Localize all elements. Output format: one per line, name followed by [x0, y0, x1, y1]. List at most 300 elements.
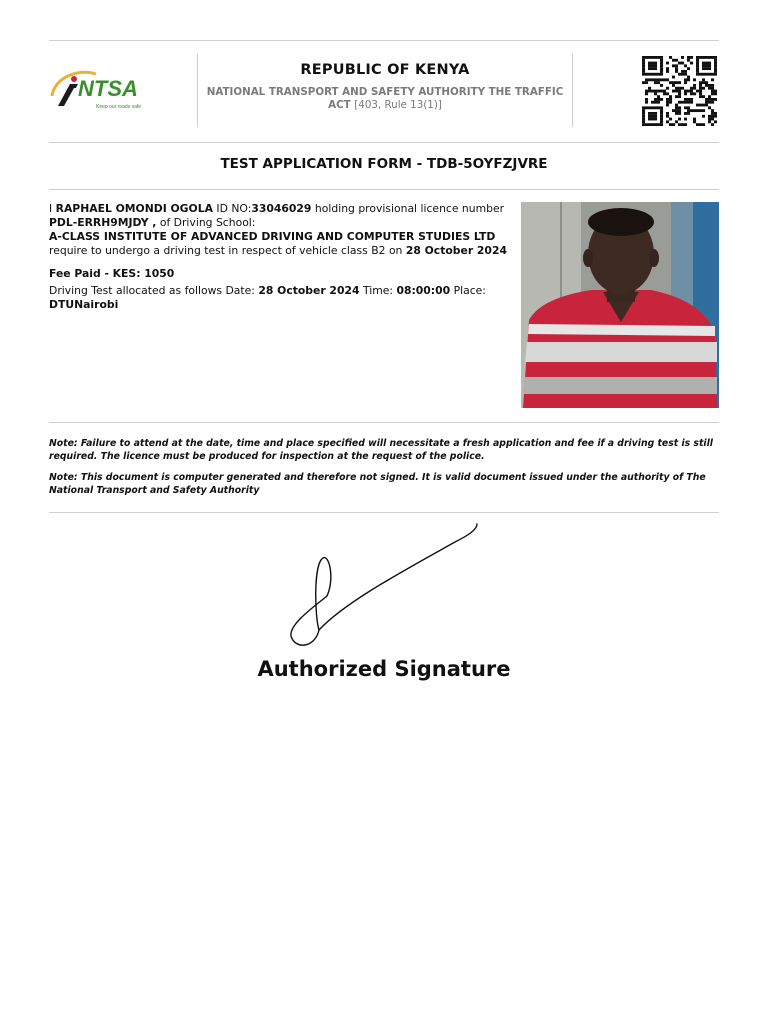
authority-subtitle: NATIONAL TRANSPORT AND SAFETY AUTHORITY THE TRAFFIC ACT [403, Rule 13(1)] [206, 86, 564, 111]
qr-module [702, 62, 705, 65]
qr-module [648, 90, 651, 93]
svg-text:NTSA: NTSA [78, 76, 138, 101]
qr-module [678, 112, 681, 115]
qr-module [645, 92, 648, 95]
qr-module [696, 67, 699, 70]
qr-module [705, 56, 708, 59]
qr-module [702, 115, 705, 118]
qr-module [660, 84, 663, 87]
qr-module [687, 106, 690, 109]
qr-module [687, 112, 690, 115]
qr-module [651, 118, 654, 121]
qr-module [648, 56, 651, 59]
qr-module [690, 101, 693, 104]
country-title: REPUBLIC OF KENYA [300, 62, 470, 78]
qr-module [648, 62, 651, 65]
qr-module [702, 95, 705, 98]
qr-module [645, 90, 648, 93]
qr-module [705, 81, 708, 84]
qr-module [666, 67, 669, 70]
application-body [49, 202, 517, 312]
qr-module [642, 112, 645, 115]
qr-module [708, 87, 711, 90]
qr-module [681, 87, 684, 90]
qr-module [654, 78, 657, 81]
qr-module [684, 81, 687, 84]
qr-module [705, 101, 708, 104]
allocation-date: 28 October 2024 [258, 284, 360, 297]
qr-module [654, 64, 657, 67]
qr-module [702, 64, 705, 67]
qr-module [648, 106, 651, 109]
qr-module [684, 118, 687, 121]
qr-module [711, 112, 714, 115]
qr-module [672, 90, 675, 93]
qr-module [645, 78, 648, 81]
applicant-statement: I RAPHAEL OMONDI OGOLA ID NO:33046029 holding provisional licence number PDL-ERRH9MJDY , of Driving School: A-CLASS INSTITUTE OF ADVANCED DRIVING AND COMPUTER STUDIES LTD require to undergo a driving test in respect of vehicle class B2 on 28 October 2024 [49, 202, 507, 257]
qr-module [660, 112, 663, 115]
qr-module [648, 67, 651, 70]
qr-module [702, 123, 705, 126]
qr-module [663, 78, 666, 81]
qr-module [672, 76, 675, 79]
qr-module [714, 67, 717, 70]
qr-module [714, 59, 717, 62]
qr-module [666, 104, 669, 107]
qr-module [714, 120, 717, 123]
qr-module [675, 104, 678, 107]
qr-module [642, 81, 645, 84]
qr-module [660, 120, 663, 123]
qr-module [699, 73, 702, 76]
qr-module [651, 106, 654, 109]
qr-module [699, 109, 702, 112]
qr-module [696, 70, 699, 73]
qr-module [642, 123, 645, 126]
notes-section [49, 437, 719, 505]
qr-module [681, 56, 684, 59]
qr-module [684, 90, 687, 93]
qr-module [645, 123, 648, 126]
qr-module [675, 112, 678, 115]
qr-module [654, 62, 657, 65]
qr-module [660, 67, 663, 70]
qr-module [678, 87, 681, 90]
qr-module [675, 81, 678, 84]
qr-module [642, 64, 645, 67]
qr-code [642, 56, 717, 126]
qr-module [714, 112, 717, 115]
qr-module [669, 118, 672, 121]
qr-module [708, 73, 711, 76]
qr-module [702, 81, 705, 84]
qr-module [678, 123, 681, 126]
qr-module [651, 123, 654, 126]
qr-module [660, 70, 663, 73]
qr-module [657, 101, 660, 104]
qr-module [648, 78, 651, 81]
qr-module [642, 115, 645, 118]
allocation-place: DTUNairobi [49, 298, 119, 311]
qr-module [660, 62, 663, 65]
qr-module [654, 73, 657, 76]
qr-module [666, 112, 669, 115]
qr-module [654, 90, 657, 93]
qr-module [651, 78, 654, 81]
qr-module [669, 95, 672, 98]
top-divider [49, 40, 719, 41]
qr-module [684, 73, 687, 76]
qr-module [699, 84, 702, 87]
qr-module [711, 92, 714, 95]
qr-module [669, 81, 672, 84]
qr-module [696, 56, 699, 59]
header-divider [49, 142, 719, 143]
qr-module [645, 81, 648, 84]
qr-module [696, 73, 699, 76]
qr-module [675, 95, 678, 98]
computer-generated-note: Note: This document is computer generated and therefore not signed. It is valid document issued under the authority of The National Transport and Safety Authority [49, 472, 706, 496]
qr-module [657, 123, 660, 126]
qr-module [711, 84, 714, 87]
qr-module [657, 73, 660, 76]
test-date: 28 October 2024 [405, 244, 507, 257]
qr-module [663, 92, 666, 95]
qr-module [690, 90, 693, 93]
applicant-id: 33046029 [251, 202, 312, 215]
qr-module [711, 115, 714, 118]
qr-module [711, 101, 714, 104]
qr-module [642, 120, 645, 123]
qr-module [693, 109, 696, 112]
qr-module [642, 56, 645, 59]
qr-module [687, 101, 690, 104]
fee-paid: Fee Paid - KES: 1050 [49, 267, 175, 280]
qr-module [708, 62, 711, 65]
qr-module [690, 98, 693, 101]
qr-module [648, 115, 651, 118]
qr-module [657, 98, 660, 101]
qr-module [711, 90, 714, 93]
test-allocation: Driving Test allocated as follows Date: 28 October 2024 Time: 08:00:00 Place: DTUNairobi [49, 284, 486, 311]
qr-module [675, 59, 678, 62]
qr-module [654, 92, 657, 95]
qr-module [690, 92, 693, 95]
qr-module [714, 98, 717, 101]
qr-module [654, 112, 657, 115]
qr-module [675, 90, 678, 93]
qr-module [684, 92, 687, 95]
qr-module [711, 98, 714, 101]
qr-module [654, 115, 657, 118]
qr-module [654, 118, 657, 121]
qr-module [693, 118, 696, 121]
qr-module [705, 62, 708, 65]
qr-module [684, 112, 687, 115]
qr-module [660, 115, 663, 118]
qr-module [648, 118, 651, 121]
qr-module [666, 115, 669, 118]
qr-module [681, 70, 684, 73]
ntsa-logo [48, 66, 148, 114]
qr-module [657, 78, 660, 81]
qr-module [651, 90, 654, 93]
qr-module [714, 70, 717, 73]
qr-module [708, 95, 711, 98]
qr-module [702, 73, 705, 76]
qr-module [687, 78, 690, 81]
qr-module [708, 118, 711, 121]
qr-module [651, 112, 654, 115]
qr-module [642, 67, 645, 70]
qr-module [657, 95, 660, 98]
qr-module [678, 73, 681, 76]
qr-module [678, 92, 681, 95]
qr-module [678, 81, 681, 84]
signature-label: Authorized Signature [257, 657, 511, 681]
qr-module [705, 84, 708, 87]
qr-module [666, 92, 669, 95]
qr-module [657, 56, 660, 59]
qr-module [678, 118, 681, 121]
qr-module [711, 109, 714, 112]
svg-text:Keep our roads safe: Keep our roads safe [96, 104, 142, 110]
qr-module [714, 115, 717, 118]
qr-module [696, 90, 699, 93]
qr-module [651, 56, 654, 59]
qr-module [699, 92, 702, 95]
qr-module [711, 118, 714, 121]
qr-module [705, 98, 708, 101]
qr-module [705, 64, 708, 67]
qr-module [672, 109, 675, 112]
qr-module [684, 64, 687, 67]
qr-module [714, 56, 717, 59]
qr-module [666, 62, 669, 65]
header-separator-left [197, 54, 198, 127]
qr-module [690, 87, 693, 90]
qr-module [681, 73, 684, 76]
qr-module [660, 90, 663, 93]
qr-module [678, 106, 681, 109]
qr-module [651, 73, 654, 76]
qr-module [654, 106, 657, 109]
qr-module [696, 104, 699, 107]
qr-module [705, 67, 708, 70]
qr-module [660, 56, 663, 59]
handwritten-signature [285, 518, 485, 653]
qr-module [654, 56, 657, 59]
qr-module [654, 67, 657, 70]
qr-module [702, 109, 705, 112]
qr-module [666, 98, 669, 101]
qr-module [684, 78, 687, 81]
qr-module [699, 81, 702, 84]
qr-module [702, 78, 705, 81]
qr-module [696, 64, 699, 67]
qr-module [687, 109, 690, 112]
qr-module [687, 59, 690, 62]
qr-module [645, 101, 648, 104]
qr-module [660, 109, 663, 112]
qr-module [714, 64, 717, 67]
qr-module [645, 98, 648, 101]
qr-module [699, 123, 702, 126]
form-title: TEST APPLICATION FORM - TDB-5OYFZJVRE [220, 156, 548, 172]
notes-divider [49, 512, 719, 513]
qr-module [690, 62, 693, 65]
qr-module [714, 62, 717, 65]
qr-module [711, 73, 714, 76]
qr-module [660, 118, 663, 121]
attendance-note: Note: Failure to attend at the date, time and place specified will necessitate a fresh application and fee if a driving test is still required. The licence must be produced for inspection at the request of the police. [49, 438, 713, 462]
qr-module [681, 62, 684, 65]
qr-module [675, 64, 678, 67]
qr-module [705, 73, 708, 76]
qr-module [699, 104, 702, 107]
qr-module [690, 56, 693, 59]
qr-module [708, 115, 711, 118]
qr-module [648, 64, 651, 67]
qr-module [684, 98, 687, 101]
qr-module [711, 56, 714, 59]
qr-module [648, 112, 651, 115]
qr-module [708, 106, 711, 109]
qr-module [675, 106, 678, 109]
qr-module [681, 123, 684, 126]
qr-module [660, 123, 663, 126]
qr-module [696, 62, 699, 65]
qr-module [657, 90, 660, 93]
qr-module [684, 106, 687, 109]
qr-module [654, 98, 657, 101]
qr-module [693, 120, 696, 123]
qr-module [669, 101, 672, 104]
qr-module [714, 92, 717, 95]
qr-module [642, 73, 645, 76]
qr-module [705, 104, 708, 107]
qr-module [678, 109, 681, 112]
qr-module [648, 123, 651, 126]
applicant-name: RAPHAEL OMONDI OGOLA [55, 202, 213, 215]
qr-module [687, 56, 690, 59]
qr-module [666, 101, 669, 104]
qr-module [684, 70, 687, 73]
qr-module [675, 87, 678, 90]
qr-module [711, 78, 714, 81]
qr-module [702, 87, 705, 90]
qr-module [645, 56, 648, 59]
qr-module [651, 101, 654, 104]
qr-module [654, 81, 657, 84]
qr-module [693, 78, 696, 81]
qr-module [666, 87, 669, 90]
driving-school: A-CLASS INSTITUTE OF ADVANCED DRIVING AND COMPUTER STUDIES LTD [49, 230, 496, 243]
qr-module [678, 90, 681, 93]
qr-module [699, 90, 702, 93]
qr-module [654, 123, 657, 126]
qr-module [645, 73, 648, 76]
qr-module [666, 78, 669, 81]
qr-module [651, 67, 654, 70]
qr-module [687, 98, 690, 101]
qr-module [708, 98, 711, 101]
qr-module [702, 104, 705, 107]
qr-module [642, 118, 645, 121]
qr-module [642, 106, 645, 109]
qr-module [693, 92, 696, 95]
qr-module [708, 84, 711, 87]
qr-module [672, 123, 675, 126]
qr-module [666, 70, 669, 73]
qr-module [684, 123, 687, 126]
qr-module [648, 87, 651, 90]
qr-module [669, 123, 672, 126]
qr-module [708, 64, 711, 67]
qr-module [660, 73, 663, 76]
qr-module [708, 56, 711, 59]
qr-module [714, 90, 717, 93]
qr-module [699, 56, 702, 59]
header-center [200, 62, 570, 112]
qr-module [687, 67, 690, 70]
qr-module [657, 81, 660, 84]
qr-module [660, 64, 663, 67]
qr-module [681, 101, 684, 104]
qr-module [660, 59, 663, 62]
qr-module [645, 106, 648, 109]
qr-module [678, 62, 681, 65]
qr-module [714, 73, 717, 76]
qr-module [648, 73, 651, 76]
qr-module [663, 90, 666, 93]
qr-module [642, 70, 645, 73]
qr-module [672, 59, 675, 62]
qr-module [702, 56, 705, 59]
header-separator-right [572, 54, 573, 127]
qr-module [696, 59, 699, 62]
qr-module [642, 62, 645, 65]
qr-module [657, 106, 660, 109]
qr-module [696, 109, 699, 112]
qr-module [675, 67, 678, 70]
qr-module [672, 81, 675, 84]
applicant-photo [521, 202, 719, 408]
qr-module [651, 115, 654, 118]
qr-module [669, 56, 672, 59]
qr-module [699, 95, 702, 98]
title-divider [49, 189, 719, 190]
body-divider [49, 422, 719, 423]
qr-module [699, 87, 702, 90]
qr-module [690, 109, 693, 112]
qr-module [660, 78, 663, 81]
qr-module [693, 87, 696, 90]
qr-module [711, 123, 714, 126]
allocation-time: 08:00:00 [396, 284, 451, 297]
qr-module [675, 120, 678, 123]
qr-module [672, 84, 675, 87]
qr-module [675, 70, 678, 73]
qr-module [651, 64, 654, 67]
qr-module [654, 101, 657, 104]
qr-module [660, 98, 663, 101]
qr-module [642, 59, 645, 62]
qr-module [669, 98, 672, 101]
qr-module [711, 87, 714, 90]
qr-module [702, 67, 705, 70]
qr-module [675, 109, 678, 112]
